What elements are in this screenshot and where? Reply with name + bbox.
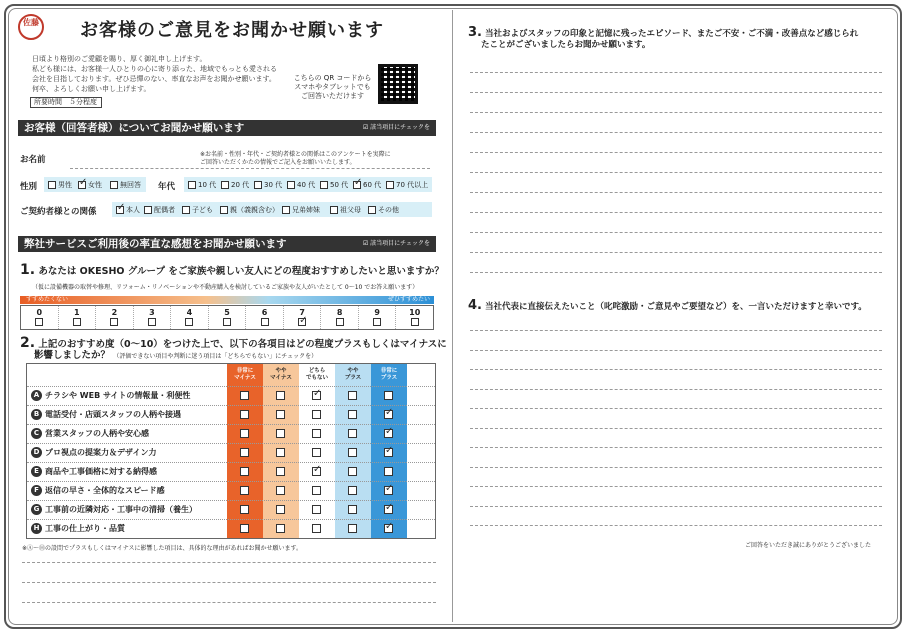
- thanks-text: ご回答をいただき誠にありがとうございました: [745, 542, 872, 549]
- checkbox[interactable]: [373, 318, 381, 326]
- age-option[interactable]: [221, 180, 249, 190]
- checkbox[interactable]: [261, 318, 269, 326]
- reason-line[interactable]: [22, 602, 436, 603]
- grid-column-header: やや プラス: [344, 368, 362, 381]
- checkbox[interactable]: [312, 505, 321, 514]
- item-text: チラシや WEB サイトの情報量・利便性: [45, 391, 191, 400]
- age-option-label: 30 代: [264, 181, 283, 189]
- relation-option-label: 兄弟姉妹: [292, 206, 320, 214]
- checkbox[interactable]: [78, 181, 86, 189]
- checkbox[interactable]: [276, 467, 285, 476]
- item-text: 商品や工事価格に対する納得感: [45, 467, 157, 476]
- gender-option-label: 男性: [58, 181, 72, 189]
- relation-label: ご契約者様との関係: [20, 207, 97, 217]
- seal-stamp: 佐藤: [18, 14, 44, 40]
- qr-caption: [290, 74, 375, 101]
- q1-sub: （仮に設備機器の取替や修理、リフォーム・リノベーションや不動産購入を検討しているご家族や友人がいたとして 0〜10 でお答え願います）: [32, 284, 419, 291]
- scale-option[interactable]: [209, 306, 247, 329]
- checkbox[interactable]: [240, 467, 249, 476]
- letter-badge: F: [31, 485, 42, 496]
- checkbox[interactable]: [312, 448, 321, 457]
- age-option[interactable]: [188, 180, 216, 190]
- item-text: 工事の仕上がり・品質: [45, 524, 125, 533]
- section1-header: [18, 120, 436, 136]
- letter-badge: E: [31, 466, 42, 477]
- checkbox[interactable]: [368, 206, 376, 214]
- checkbox[interactable]: [330, 206, 338, 214]
- grid-item-label: [31, 424, 149, 443]
- checkbox[interactable]: [384, 448, 393, 457]
- answer-line[interactable]: [470, 350, 882, 351]
- checkbox[interactable]: [276, 429, 285, 438]
- gender-option[interactable]: [78, 180, 102, 190]
- checkbox[interactable]: [282, 206, 290, 214]
- scale-option[interactable]: [321, 306, 359, 329]
- gender-option-label: 無回答: [120, 181, 141, 189]
- recommend-scale-bar: [20, 296, 434, 304]
- checkbox[interactable]: [276, 505, 285, 514]
- relation-option-label: 配偶者: [154, 206, 175, 214]
- age-option-label: 60 代: [363, 181, 382, 189]
- checkbox[interactable]: [384, 410, 393, 419]
- checkbox[interactable]: [348, 391, 357, 400]
- answer-line[interactable]: [470, 172, 882, 173]
- grid-column-header: どちら でもない: [305, 368, 328, 381]
- checkbox[interactable]: [287, 181, 295, 189]
- checkbox[interactable]: [188, 181, 196, 189]
- scale-option[interactable]: [396, 306, 433, 329]
- answer-line[interactable]: [470, 525, 882, 526]
- scale-number: 9: [374, 308, 380, 317]
- intro-line: 日頃より格別のご愛顧を賜り、厚く御礼申し上げます。: [32, 55, 207, 63]
- grid-item-label: [31, 481, 165, 500]
- checkbox[interactable]: [116, 206, 124, 214]
- checkbox[interactable]: [312, 467, 321, 476]
- page-title: お客様のご意見をお聞かせ願います: [80, 20, 384, 41]
- checkbox[interactable]: [276, 524, 285, 533]
- answer-line[interactable]: [470, 92, 882, 93]
- grid-item-label: [31, 386, 190, 405]
- relation-option-label: 本人: [126, 206, 140, 214]
- answer-line[interactable]: [470, 272, 882, 273]
- checkbox[interactable]: [312, 391, 321, 400]
- checkbox[interactable]: [276, 486, 285, 495]
- scale-number: 7: [299, 308, 305, 317]
- section1-title: お客様（回答者様）についてお聞かせ願います: [24, 122, 245, 134]
- age-option-label: 70 代以上: [396, 181, 429, 189]
- letter-badge: G: [31, 504, 42, 515]
- relation-option[interactable]: [182, 205, 213, 215]
- checkbox[interactable]: [240, 524, 249, 533]
- reason-line[interactable]: [22, 582, 436, 583]
- gender-label: 性別: [20, 182, 38, 192]
- checkbox[interactable]: [348, 429, 357, 438]
- checkbox[interactable]: [384, 524, 393, 533]
- name-label: お名前: [20, 155, 46, 165]
- checkbox[interactable]: [384, 429, 393, 438]
- checkbox[interactable]: [312, 524, 321, 533]
- letter-badge: H: [31, 523, 42, 534]
- qr-caption-line: ご回答いただけます: [301, 92, 364, 100]
- relation-option-label: 祖父母: [340, 206, 361, 214]
- checkbox[interactable]: [312, 410, 321, 419]
- grid-item-label: [31, 405, 181, 424]
- age-option[interactable]: [386, 180, 428, 190]
- checkbox[interactable]: [348, 486, 357, 495]
- letter-badge: A: [31, 390, 42, 401]
- q2-text: 2. 上記のおすすめ度（0〜10）をつけた上で、以下の各項目はどの程度プラスもしくはマイナスに: [20, 335, 447, 351]
- relation-option-label: その他: [378, 206, 399, 214]
- checkbox[interactable]: [276, 410, 285, 419]
- answer-line[interactable]: [470, 132, 882, 133]
- checkbox[interactable]: [148, 318, 156, 326]
- answer-line[interactable]: [470, 447, 882, 448]
- gender-option[interactable]: [48, 180, 72, 190]
- intro-line: 私ども様には、お客様一人ひとりの心に寄り添った、地域でもっとも愛される: [32, 65, 277, 73]
- checkbox[interactable]: [276, 448, 285, 457]
- age-option-label: 20 代: [231, 181, 250, 189]
- age-option[interactable]: [254, 180, 282, 190]
- scale-number: 0: [36, 308, 43, 317]
- item-text: プロ視点の提案力＆デザイン力: [45, 448, 157, 457]
- age-option-label: 50 代: [330, 181, 349, 189]
- scale-number: 4: [186, 308, 193, 317]
- checkbox[interactable]: [240, 391, 249, 400]
- page-divider: [452, 10, 453, 622]
- checkbox[interactable]: [312, 486, 321, 495]
- gender-option-label: 女性: [88, 181, 102, 189]
- relation-option-label: 親（義親含む）: [230, 206, 279, 214]
- item-text: 営業スタッフの人柄や安心感: [45, 429, 149, 438]
- checkbox[interactable]: [240, 429, 249, 438]
- answer-line[interactable]: [470, 192, 882, 193]
- checkbox[interactable]: [312, 429, 321, 438]
- answer-line[interactable]: [470, 506, 882, 507]
- scale-option[interactable]: [246, 306, 284, 329]
- age-option-label: 40 代: [297, 181, 316, 189]
- q2-text2: 影響しましたか？ （評価できない項目や判断に迷う項目は「どちらでもない」にチェックを）: [34, 350, 318, 361]
- scale-option[interactable]: [59, 306, 97, 329]
- checkbox[interactable]: [384, 391, 393, 400]
- answer-line[interactable]: [470, 369, 882, 370]
- checkbox[interactable]: [73, 318, 81, 326]
- scale-option[interactable]: [284, 306, 322, 329]
- grid-item-label: [31, 519, 125, 538]
- intro-text: [32, 54, 292, 94]
- checkbox[interactable]: [336, 318, 344, 326]
- checkbox[interactable]: [110, 318, 118, 326]
- checkbox[interactable]: [221, 181, 229, 189]
- scale-option[interactable]: [134, 306, 172, 329]
- answer-line[interactable]: [470, 212, 882, 213]
- scale-number: 3: [149, 308, 155, 317]
- q1-text: 1. あなたは OKESHO グループ をご家族や親しい友人にどの程度おすすめしたいと思いますか？: [20, 262, 444, 278]
- letter-badge: D: [31, 447, 42, 458]
- item-text: 工事前の近隣対応・工事中の清掃（養生）: [45, 505, 197, 514]
- answer-line[interactable]: [470, 408, 882, 409]
- checkbox[interactable]: [348, 410, 357, 419]
- grid-column-header: 非常に プラス: [380, 368, 398, 381]
- checkbox[interactable]: [35, 318, 43, 326]
- checkbox[interactable]: [223, 318, 231, 326]
- impact-grid: [26, 363, 436, 539]
- checkbox[interactable]: [240, 486, 249, 495]
- checkbox[interactable]: [348, 524, 357, 533]
- relation-option-label: 子ども: [192, 206, 213, 214]
- checkbox[interactable]: [384, 486, 393, 495]
- checkbox[interactable]: [48, 181, 56, 189]
- answer-line[interactable]: [470, 389, 882, 390]
- checkbox[interactable]: [240, 505, 249, 514]
- relation-option[interactable]: [220, 205, 279, 215]
- checkbox[interactable]: [185, 318, 193, 326]
- scale-option[interactable]: [96, 306, 134, 329]
- answer-line[interactable]: [470, 232, 882, 233]
- checkbox[interactable]: [240, 448, 249, 457]
- reason-line[interactable]: [22, 562, 436, 563]
- relation-option[interactable]: [144, 205, 175, 215]
- qr-code-icon[interactable]: [378, 64, 418, 104]
- answer-line[interactable]: [470, 467, 882, 468]
- q2-footnote: ※Ⓐ〜Ⓗの設問でプラスもしくはマイナスに影響した項目は、具体的な理由があればお聞かせ願います。: [22, 545, 303, 552]
- scale-option[interactable]: [359, 306, 397, 329]
- item-text: 電話受付・店頭スタッフの人柄や接遇: [45, 410, 181, 419]
- grid-item-label: [31, 443, 156, 462]
- answer-line[interactable]: [470, 72, 882, 73]
- age-option-label: 10 代: [198, 181, 217, 189]
- intro-line: 会社を目指しております。ぜひ忌憚のない、率直なお声をお聞かせ願います。: [32, 75, 276, 83]
- scale-number: 8: [336, 308, 343, 317]
- age-label: 年代: [158, 182, 176, 192]
- scale-number: 2: [111, 308, 118, 317]
- grid-item-label: [31, 462, 157, 481]
- section2-header: [18, 236, 436, 252]
- relation-option[interactable]: [116, 205, 140, 215]
- checkbox[interactable]: [348, 448, 357, 457]
- scale-number: 1: [74, 308, 80, 317]
- checkbox[interactable]: [182, 206, 190, 214]
- section1-note: ☑ 該当項目にチェックを: [362, 124, 430, 131]
- grid-column-header: 非常に マイナス: [234, 368, 256, 381]
- checkbox[interactable]: [348, 505, 357, 514]
- checkbox[interactable]: [384, 505, 393, 514]
- name-line[interactable]: [70, 168, 430, 169]
- grid-column-header: やや マイナス: [270, 368, 292, 381]
- answer-line[interactable]: [470, 428, 882, 429]
- scale-option[interactable]: [171, 306, 209, 329]
- checkbox[interactable]: [353, 181, 361, 189]
- checkbox[interactable]: [386, 181, 394, 189]
- age-option[interactable]: [353, 180, 381, 190]
- checkbox[interactable]: [220, 206, 228, 214]
- answer-line[interactable]: [470, 330, 882, 331]
- checkbox[interactable]: [110, 181, 118, 189]
- scale-number: 10: [409, 308, 421, 317]
- scale-left-label: すすめたくない: [26, 296, 69, 303]
- checkbox[interactable]: [298, 318, 306, 326]
- recommend-scale: [20, 305, 434, 330]
- time-required-box: 所要時間 ５分程度: [30, 97, 102, 108]
- grid-item-label: [31, 500, 197, 519]
- section2-note: ☑ 該当項目にチェックを: [362, 240, 430, 247]
- checkbox[interactable]: [254, 181, 262, 189]
- age-option[interactable]: [320, 180, 348, 190]
- relation-option[interactable]: [330, 205, 361, 215]
- age-option[interactable]: [287, 180, 315, 190]
- q3-text2: たことがございましたらお聞かせ願います。: [481, 40, 651, 50]
- checkbox[interactable]: [348, 467, 357, 476]
- checkbox[interactable]: [384, 467, 393, 476]
- answer-line[interactable]: [470, 486, 882, 487]
- letter-badge: C: [31, 428, 42, 439]
- scale-number: 6: [261, 308, 268, 317]
- checkbox[interactable]: [240, 410, 249, 419]
- qr-caption-line: こちらの QR コードから: [293, 74, 372, 82]
- relation-option[interactable]: [368, 205, 399, 215]
- section2-title: 弊社サービスご利用後の率直な感想をお聞かせ願います: [24, 238, 287, 250]
- q3-text: 3. 当社およびスタッフの印象と記憶に残ったエピソード、またご不安・ご不満・改善点など感じられ: [468, 25, 859, 40]
- checkbox[interactable]: [320, 181, 328, 189]
- item-text: 返信の早さ・全体的なスピード感: [45, 486, 165, 495]
- checkbox[interactable]: [276, 391, 285, 400]
- answer-line[interactable]: [470, 152, 882, 153]
- q4-text: 4. 当社代表に直接伝えたいこと（叱咤激励・ご意見やご要望など）を、一言いただけますと幸いです。: [468, 298, 867, 313]
- name-note: ※お名前・性別・年代・ご契約者様との関係はこのアンケートを実際に ご回答いただくかたの情報でご記入をお願いいたします。: [200, 151, 391, 166]
- checkbox[interactable]: [411, 318, 419, 326]
- answer-line[interactable]: [470, 252, 882, 253]
- answer-line[interactable]: [470, 112, 882, 113]
- qr-caption-line: スマホやタブレットでも: [294, 83, 371, 91]
- scale-right-label: ぜひすすめたい: [387, 296, 430, 303]
- checkbox[interactable]: [144, 206, 152, 214]
- relation-option[interactable]: [282, 205, 320, 215]
- scale-number: 5: [224, 308, 230, 317]
- letter-badge: B: [31, 409, 42, 420]
- scale-option[interactable]: [21, 306, 59, 329]
- gender-option[interactable]: [110, 180, 141, 190]
- intro-line: 何卒、よろしくお願い申し上げます。: [32, 85, 151, 93]
